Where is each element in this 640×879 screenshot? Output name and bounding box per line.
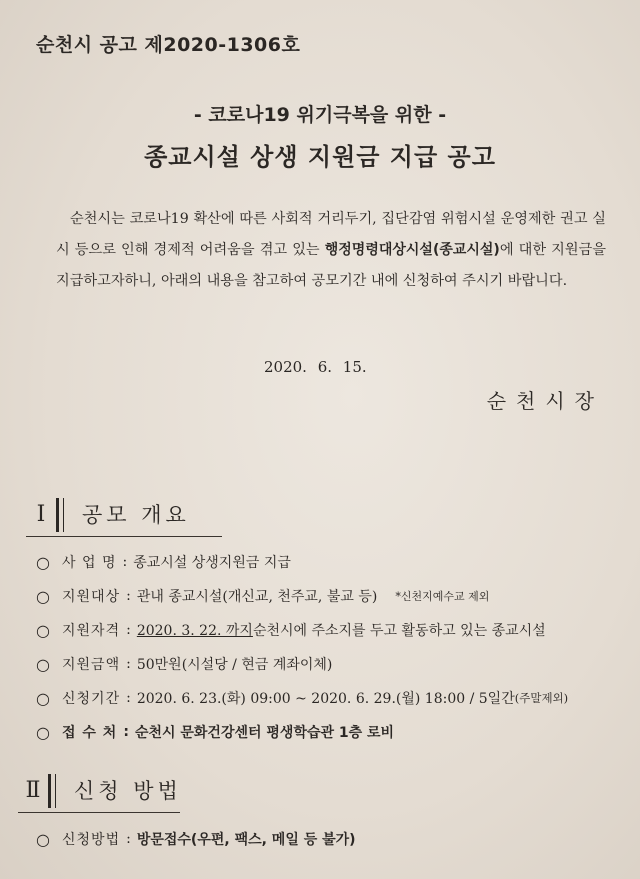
bullet-icon: ○: [36, 722, 50, 742]
item-key: 사 업 명: [62, 555, 117, 571]
notice-subtitle: - 코로나19 위기극복을 위한 -: [193, 104, 447, 126]
colon-separator: :: [123, 724, 129, 740]
application-list: [36, 822, 356, 856]
notice-body-part2: 에 대한 지원금을 지급하고자하니, 아래의 내용을 참고하여 공모기간 내에 신청하여 주시기 바랍니다.: [56, 242, 606, 289]
item-key: 신청방법: [62, 832, 121, 848]
section-label: 공모 개요: [82, 503, 190, 527]
item-value-note: (주말제외): [514, 691, 569, 705]
item-key: 지원자격: [62, 623, 121, 639]
issuer-name: 순천시장: [486, 389, 604, 413]
section-label: 신청 방법: [74, 779, 182, 803]
list-item-project-name: [36, 545, 568, 579]
item-value: 순천시 문화건강센터 평생학습관 1층 로비: [134, 725, 395, 741]
overview-list: [36, 545, 568, 749]
item-value: 방문접수(우편, 팩스, 메일 등 불가): [136, 832, 356, 848]
colon-separator: :: [126, 656, 131, 672]
notice-date: 2020. 6. 15.: [264, 358, 367, 376]
colon-separator: :: [126, 831, 131, 847]
item-note: *신천지예수교 제외: [395, 590, 490, 603]
section-underline: [26, 536, 222, 537]
bullet-icon: ○: [36, 654, 50, 674]
item-value-deadline: 2020. 3. 22. 까지: [136, 623, 253, 639]
item-value: 종교시설 상생지원금 지급: [133, 555, 291, 571]
list-item-method: [36, 822, 356, 856]
bullet-icon: ○: [36, 620, 50, 640]
notice-body-highlight: 행정명령대상시설(종교시설): [324, 242, 500, 258]
bullet-icon: ○: [36, 586, 50, 606]
item-key: 지원대상: [62, 589, 121, 605]
colon-separator: :: [126, 588, 131, 604]
bullet-icon: ○: [36, 552, 50, 572]
list-item-target: [36, 579, 568, 613]
colon-separator: :: [122, 554, 128, 570]
item-value: 관내 종교시설(개신교, 천주교, 불교 등): [136, 589, 378, 605]
bullet-icon: ○: [36, 829, 50, 849]
section-underline: [18, 812, 180, 813]
colon-separator: :: [126, 622, 131, 638]
list-item-reception: [36, 715, 568, 749]
item-key: 지원금액: [62, 657, 121, 673]
item-key: 접 수 처: [62, 725, 118, 741]
section-numeral: Ⅰ: [26, 498, 59, 532]
colon-separator: :: [126, 690, 131, 706]
notice-body: [56, 204, 606, 297]
item-value: 50만원(시설당 / 현금 계좌이체): [136, 657, 333, 673]
item-key: 신청기간: [62, 691, 121, 707]
notice-body-part1: 순천시는 코로나19 확산에 따른 사회적 거리두기, 집단감염 위험시설 운영제한 권고 실시 등으로 인해 경제적 어려움을 겪고 있는: [56, 211, 606, 258]
bullet-icon: ○: [36, 688, 50, 708]
list-item-period: [36, 681, 568, 715]
section-numeral: Ⅱ: [18, 774, 51, 808]
item-value: 순천시에 주소지를 두고 활동하고 있는 종교시설: [252, 623, 546, 639]
document-number: 순천시 공고 제2020-1306호: [36, 34, 301, 56]
notice-title: 종교시설 상생 지원금 지급 공고: [144, 143, 496, 171]
item-value: 2020. 6. 23.(화) 09:00 ~ 2020. 6. 29.(월) 18:00 / 5일간: [136, 691, 515, 707]
list-item-eligibility: [36, 613, 568, 647]
list-item-amount: [36, 647, 568, 681]
